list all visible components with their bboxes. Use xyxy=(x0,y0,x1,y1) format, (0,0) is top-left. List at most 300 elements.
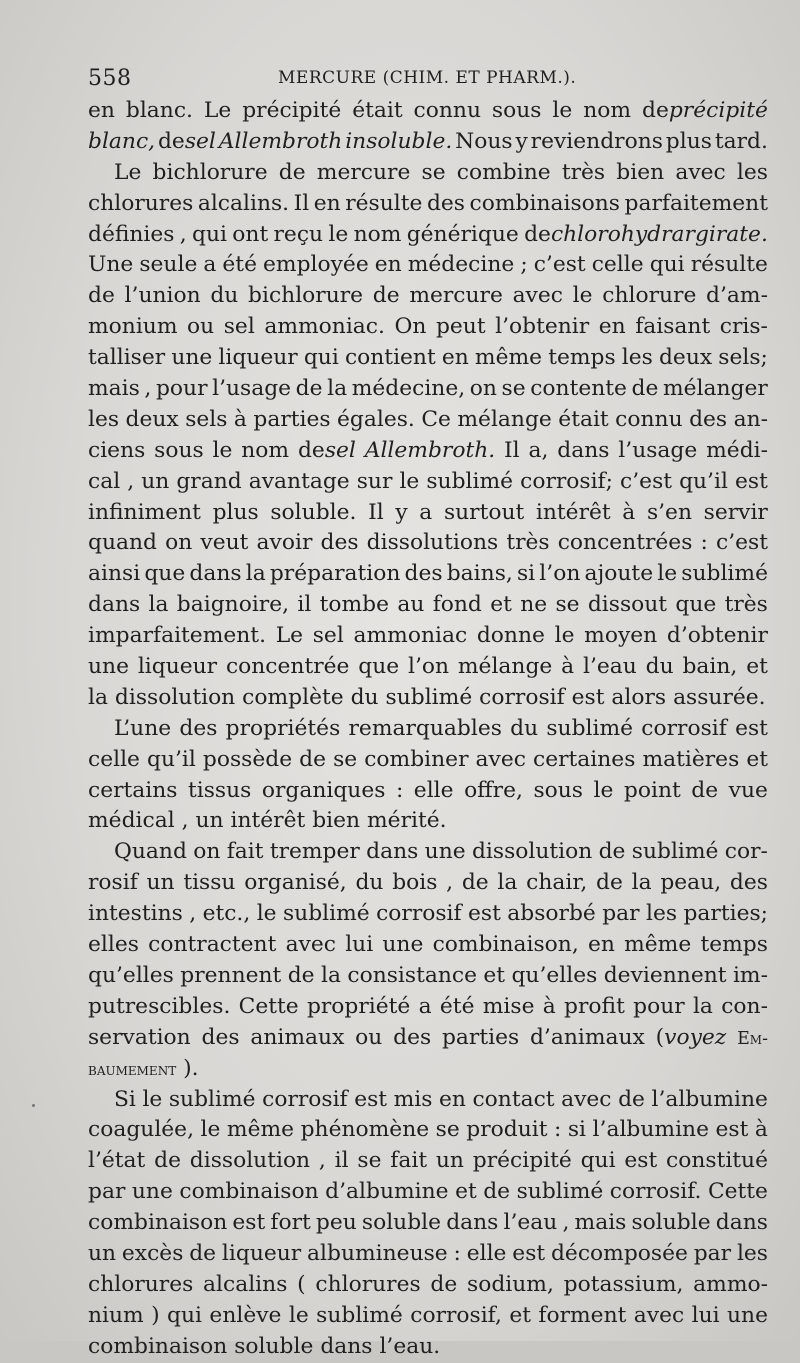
word-part: a xyxy=(203,252,217,278)
word-part: y xyxy=(515,128,528,154)
word-part: deux xyxy=(658,345,713,371)
word xyxy=(419,992,432,1023)
word-part: ainsi xyxy=(88,561,141,587)
word-part: il xyxy=(334,1148,349,1174)
word xyxy=(632,374,659,405)
word-part: intérêt xyxy=(230,808,306,834)
word xyxy=(354,220,402,251)
word-part: lui xyxy=(345,932,374,958)
word-part: de xyxy=(642,98,669,123)
text-line xyxy=(88,1332,768,1363)
word xyxy=(88,745,140,776)
word-part: ne xyxy=(520,592,548,618)
word xyxy=(88,559,140,590)
word xyxy=(564,1270,684,1301)
word-part: de xyxy=(596,870,623,896)
word xyxy=(88,868,138,899)
word-part: alcalins. xyxy=(197,190,290,216)
word-part: peau, xyxy=(660,870,722,896)
word xyxy=(729,776,768,807)
word-part: cor- xyxy=(724,839,768,865)
word-part: du xyxy=(210,283,239,309)
word xyxy=(725,590,768,621)
word xyxy=(345,930,373,961)
word-part: sublimé xyxy=(385,684,473,710)
italic-word: chlorohydrargirate. xyxy=(550,221,768,247)
word xyxy=(114,158,141,189)
word xyxy=(257,899,277,930)
word-part: se xyxy=(501,376,526,402)
text-line xyxy=(88,498,768,529)
word-part: soluble xyxy=(631,1210,711,1236)
word xyxy=(558,405,608,436)
word-part: sodium, xyxy=(467,1271,554,1297)
word xyxy=(219,127,343,158)
word xyxy=(513,281,563,312)
word xyxy=(414,96,481,127)
word-part: coagulée, xyxy=(88,1117,195,1143)
word xyxy=(88,189,193,220)
word-part: contient xyxy=(344,345,436,371)
word xyxy=(646,652,674,683)
word-part: qui xyxy=(303,345,339,371)
word xyxy=(430,1270,457,1301)
word xyxy=(615,405,682,436)
word xyxy=(426,467,513,498)
word-part: reviendrons xyxy=(530,128,663,154)
word-part: Nous xyxy=(455,128,513,154)
word-part: les xyxy=(646,901,678,927)
word xyxy=(239,992,299,1023)
word-part: si xyxy=(567,1117,587,1143)
word-part: talliser xyxy=(88,345,166,371)
word xyxy=(502,374,526,405)
word-part: a, xyxy=(528,437,549,463)
word xyxy=(270,837,360,868)
word xyxy=(622,498,635,529)
word xyxy=(536,498,611,529)
text-line xyxy=(88,1177,768,1208)
word-part: à xyxy=(542,993,556,1019)
word-part: même xyxy=(474,345,543,371)
word xyxy=(467,1239,507,1270)
word-part: con- xyxy=(721,993,768,1019)
word xyxy=(126,405,179,436)
word xyxy=(526,868,587,899)
word-part: blanc. xyxy=(125,98,193,123)
word-part: était xyxy=(352,98,403,123)
word-part: un xyxy=(88,1240,117,1266)
word xyxy=(241,436,289,467)
text-line xyxy=(88,992,768,1023)
text-line xyxy=(88,343,768,374)
word xyxy=(442,1023,519,1054)
word xyxy=(144,374,151,405)
word xyxy=(618,436,697,467)
text-line xyxy=(88,652,768,683)
text-line xyxy=(88,621,768,652)
word xyxy=(179,1177,318,1208)
word-part: remarquables xyxy=(348,715,502,741)
word-part: même xyxy=(624,932,692,958)
word xyxy=(352,374,465,405)
word-part: faisant xyxy=(635,314,711,340)
italic-word: insoluble. xyxy=(345,128,453,154)
word xyxy=(114,837,187,868)
word xyxy=(127,467,134,498)
word xyxy=(180,220,187,251)
word xyxy=(198,189,289,220)
word xyxy=(585,559,654,590)
word xyxy=(264,312,385,343)
word-part: bois xyxy=(392,870,438,896)
word-part: que xyxy=(144,561,186,587)
word-part: médecine, xyxy=(351,376,466,402)
word xyxy=(399,467,419,498)
word xyxy=(531,127,663,158)
word xyxy=(610,1177,702,1208)
word xyxy=(407,220,519,251)
word xyxy=(651,1085,767,1116)
word xyxy=(297,590,311,621)
text-line xyxy=(88,1208,768,1239)
word xyxy=(335,1146,349,1177)
word-part: offre, xyxy=(464,777,523,803)
word-part: bain, xyxy=(682,654,738,680)
word xyxy=(88,1332,227,1363)
word-part: du xyxy=(645,654,674,680)
word-part: de xyxy=(297,437,325,463)
word xyxy=(232,220,268,251)
word-part: et xyxy=(455,1179,477,1205)
word xyxy=(457,405,551,436)
word xyxy=(88,498,201,529)
word xyxy=(88,1239,116,1270)
text-line xyxy=(88,189,768,220)
word xyxy=(257,528,313,559)
word-part: avec xyxy=(675,159,726,185)
word-part: combinaison xyxy=(179,1179,319,1205)
word-part: sublimé xyxy=(316,1302,403,1328)
word-part: est xyxy=(734,468,768,494)
word xyxy=(296,374,323,405)
word xyxy=(366,837,418,868)
word xyxy=(379,1332,440,1363)
word-part: avec xyxy=(633,1302,685,1328)
word xyxy=(733,961,768,992)
word xyxy=(440,992,475,1023)
word-part: de xyxy=(88,283,115,309)
word-part: médical xyxy=(88,808,175,834)
running-head: MERCURE (CHIM. ET PHARM.). xyxy=(278,68,577,88)
word xyxy=(321,961,341,992)
word-part: corrosif xyxy=(641,715,727,741)
word-part: un xyxy=(435,1148,464,1174)
word xyxy=(520,250,527,281)
word xyxy=(187,312,214,343)
word-part: cris- xyxy=(719,314,768,340)
word-part: chlorures xyxy=(315,1271,421,1297)
word-part: de xyxy=(157,128,185,154)
word-part: soluble xyxy=(234,1333,314,1359)
word-part: du xyxy=(355,870,384,896)
word-part: du xyxy=(510,715,539,741)
word xyxy=(242,683,343,714)
word xyxy=(297,1270,306,1301)
word-part: qui xyxy=(167,1302,203,1328)
word-part: consistance xyxy=(347,962,477,988)
word xyxy=(667,621,768,652)
word-part: bichlorure xyxy=(248,283,364,309)
word xyxy=(495,312,589,343)
word-part: si xyxy=(516,561,536,587)
word xyxy=(132,1177,173,1208)
word-part: de xyxy=(618,1086,645,1112)
word xyxy=(455,1177,477,1208)
text-line xyxy=(88,590,768,621)
word-part: qui xyxy=(649,252,685,278)
word-part: est xyxy=(571,684,605,710)
word-part: , xyxy=(181,808,189,834)
word-part: peut xyxy=(435,314,486,340)
word-part: de xyxy=(287,962,315,988)
word xyxy=(114,714,171,745)
word xyxy=(517,559,535,590)
word xyxy=(436,1115,460,1146)
word-part: organiques xyxy=(261,777,386,803)
word-part: contact xyxy=(472,1086,555,1112)
word xyxy=(551,1239,688,1270)
word-part: avantage xyxy=(248,468,350,494)
word-part: très xyxy=(724,592,768,618)
word xyxy=(313,621,344,652)
word xyxy=(543,992,556,1023)
word-part: la xyxy=(245,561,266,587)
word-part: de xyxy=(430,1271,458,1297)
word xyxy=(666,127,712,158)
word xyxy=(321,528,359,559)
word xyxy=(244,868,347,899)
word-part: parties xyxy=(253,406,331,432)
word xyxy=(203,250,216,281)
word xyxy=(88,1270,193,1301)
word xyxy=(562,158,605,189)
word-part: à xyxy=(754,1117,768,1143)
word xyxy=(692,1301,720,1332)
word-part: tissu xyxy=(183,870,236,896)
word-part: des xyxy=(689,406,728,432)
text-line xyxy=(88,683,768,714)
word-part: qu’il xyxy=(679,468,728,494)
word-part: l’albumine xyxy=(592,1117,709,1143)
word xyxy=(325,1177,448,1208)
word xyxy=(632,837,719,868)
word-part: combinaison xyxy=(88,1210,228,1236)
word-part: c’est xyxy=(620,468,673,494)
word-part: connu xyxy=(615,406,683,432)
word xyxy=(222,250,257,281)
word xyxy=(737,158,768,189)
word-part: générique xyxy=(406,221,519,247)
word-part: Une xyxy=(88,252,134,278)
word-part: les xyxy=(621,345,653,371)
word-part: chlorures xyxy=(88,1271,194,1297)
word xyxy=(209,1301,281,1332)
word-part: avec xyxy=(285,932,336,958)
word-part: organisé, xyxy=(244,870,347,896)
word xyxy=(408,652,449,683)
word-part: soluble. xyxy=(270,499,357,525)
text-line xyxy=(88,1054,768,1085)
word-part: chair, xyxy=(526,870,588,896)
word xyxy=(88,220,175,251)
word-part: de xyxy=(278,159,306,185)
word xyxy=(144,559,185,590)
word-part: sublimé xyxy=(516,1179,604,1205)
word-part: reçu xyxy=(273,221,324,247)
word-part: à xyxy=(233,406,247,432)
word-part: l’état xyxy=(88,1148,146,1174)
word xyxy=(466,1115,547,1146)
word-part: une xyxy=(88,654,129,680)
text-line xyxy=(88,868,768,899)
word-part: plus xyxy=(665,128,712,154)
word-part: y xyxy=(395,499,408,525)
word-part: sublimé xyxy=(681,561,768,587)
word-part: ( xyxy=(297,1271,306,1297)
word-part: une xyxy=(131,1179,173,1205)
word xyxy=(316,1208,357,1239)
word xyxy=(727,1301,768,1332)
word xyxy=(405,559,443,590)
word xyxy=(88,528,157,559)
word-part: ( xyxy=(655,1024,665,1050)
word xyxy=(657,559,677,590)
word xyxy=(153,158,268,189)
word xyxy=(88,1054,176,1085)
text-line xyxy=(88,127,768,158)
word-part: sous xyxy=(491,98,542,123)
word xyxy=(88,992,230,1023)
word xyxy=(755,1115,768,1146)
word-part: d’am- xyxy=(706,283,768,309)
word xyxy=(270,1208,310,1239)
word-part: est xyxy=(624,1148,658,1174)
word xyxy=(367,806,447,837)
word xyxy=(436,312,486,343)
word xyxy=(546,714,633,745)
word-part: Il xyxy=(368,499,384,525)
word xyxy=(477,621,545,652)
word xyxy=(354,621,468,652)
word-part: des xyxy=(201,1024,240,1050)
word xyxy=(704,498,768,529)
word-part: précipité xyxy=(242,98,342,123)
word-part: : xyxy=(554,1117,562,1143)
word-part: à xyxy=(622,499,636,525)
word xyxy=(618,1085,645,1116)
word xyxy=(663,374,768,405)
word-part: le xyxy=(212,437,233,463)
word-part: : xyxy=(395,777,404,803)
word-part: , xyxy=(179,221,187,247)
word xyxy=(396,776,403,807)
word xyxy=(439,1085,466,1116)
word xyxy=(395,498,407,529)
word-part: Le xyxy=(275,623,304,649)
italic-word: précipité xyxy=(668,98,768,123)
word xyxy=(716,1115,749,1146)
word-part: le xyxy=(256,901,277,927)
word-part: albumineuse xyxy=(307,1240,448,1266)
word-part: au xyxy=(397,592,425,618)
text-line xyxy=(88,250,768,281)
word-part: dans xyxy=(557,437,610,463)
word xyxy=(367,528,499,559)
word-part: tard. xyxy=(714,128,768,154)
word xyxy=(262,776,386,807)
word-part: avec xyxy=(475,746,526,772)
word-part: des xyxy=(320,530,359,556)
word xyxy=(314,189,341,220)
word xyxy=(358,652,399,683)
word xyxy=(88,374,140,405)
word xyxy=(675,590,716,621)
word-part: on xyxy=(193,839,221,865)
word xyxy=(147,868,175,899)
word xyxy=(394,312,426,343)
word-part: dans xyxy=(88,592,141,618)
word xyxy=(88,652,129,683)
word xyxy=(458,652,552,683)
word xyxy=(88,343,165,374)
word xyxy=(509,1301,531,1332)
word xyxy=(289,1301,309,1332)
word xyxy=(250,1023,344,1054)
word xyxy=(721,992,768,1023)
word-part: l’eau xyxy=(503,1210,558,1236)
word-part: mais xyxy=(88,376,140,402)
word xyxy=(182,806,189,837)
word xyxy=(141,467,169,498)
word xyxy=(409,281,503,312)
word xyxy=(656,1023,727,1054)
word xyxy=(88,127,155,158)
word xyxy=(232,1208,265,1239)
word xyxy=(312,806,360,837)
word xyxy=(392,868,437,899)
word xyxy=(337,405,415,436)
word-part: chlorures xyxy=(88,190,194,216)
word xyxy=(253,405,330,436)
text-line xyxy=(88,806,768,837)
word-part: la xyxy=(692,993,713,1019)
word-part: absorbé xyxy=(507,901,596,927)
word-part: bien xyxy=(616,159,665,185)
word-part: en xyxy=(374,252,402,278)
word xyxy=(575,1208,627,1239)
word-part: est xyxy=(232,1210,266,1236)
word-part: des xyxy=(404,561,443,587)
word xyxy=(88,436,145,467)
word xyxy=(154,1146,181,1177)
word-part: la xyxy=(148,592,169,618)
word xyxy=(274,220,324,251)
word-part: celle xyxy=(88,746,140,772)
word xyxy=(319,1146,326,1177)
word xyxy=(588,930,615,961)
word xyxy=(592,250,644,281)
